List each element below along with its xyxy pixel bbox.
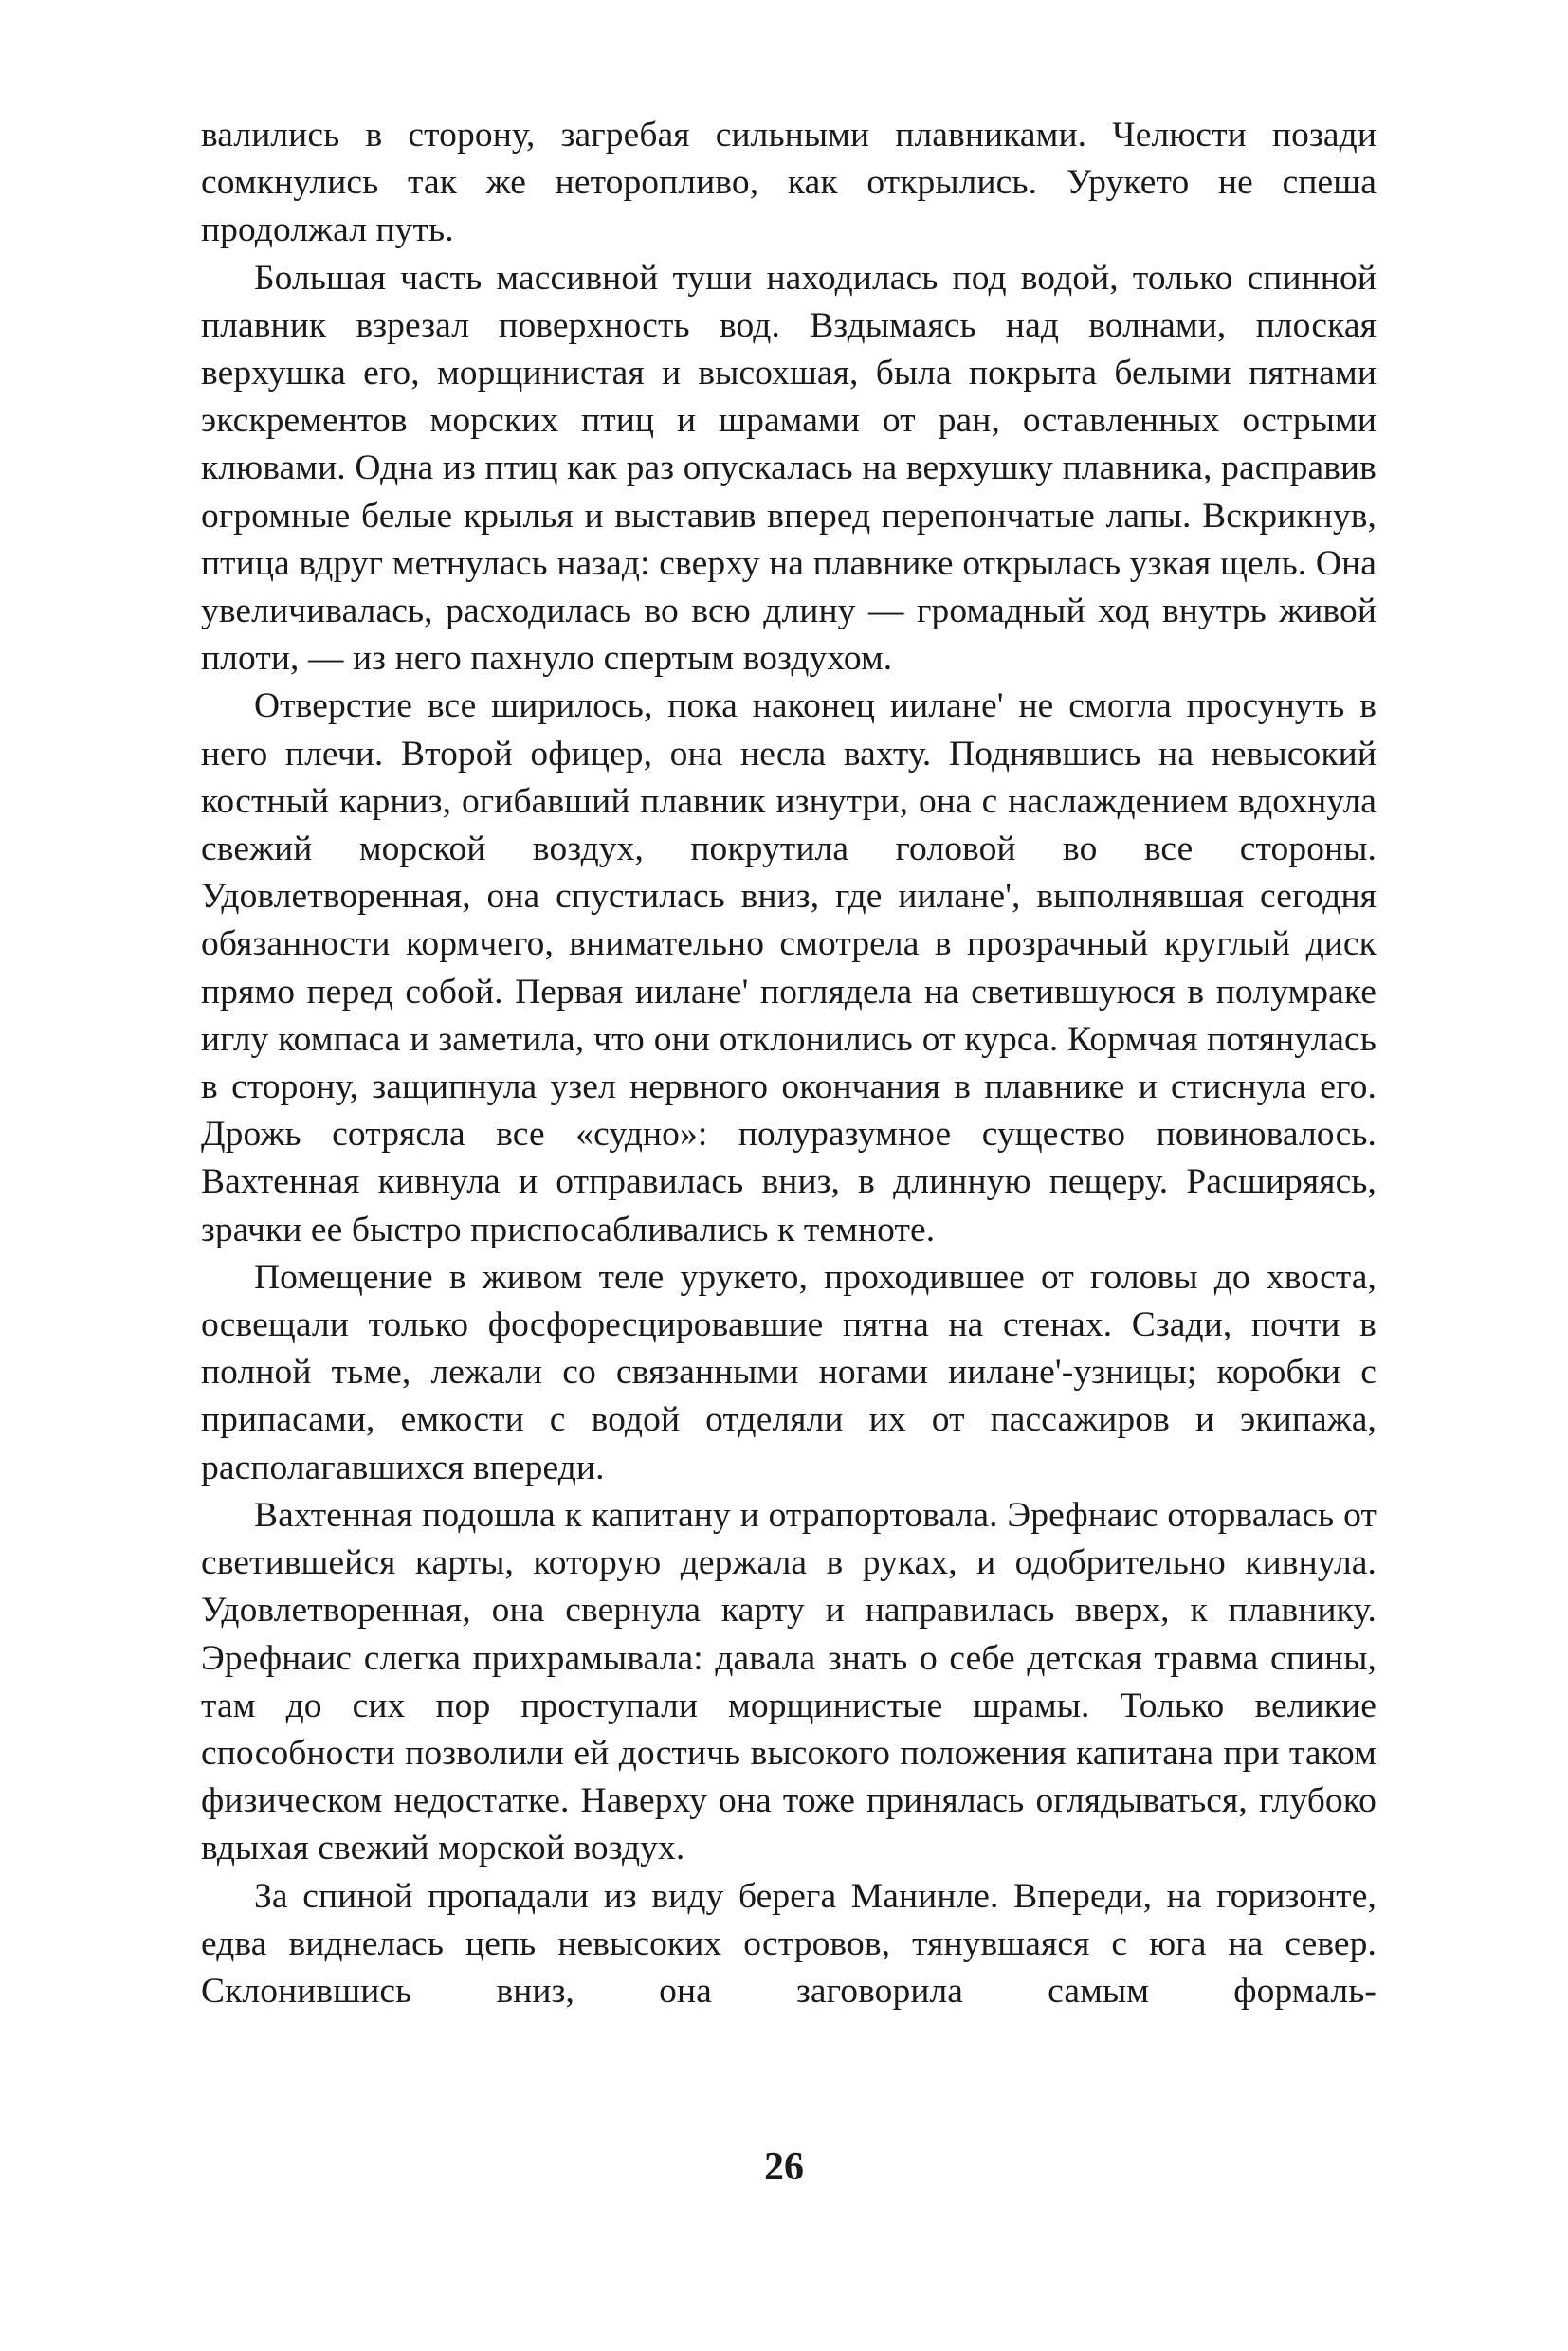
paragraph-1: валились в сторону, загребая сильными плавниками. Челюсти позади сомкнулись так же неторопливо, как открылись. Урукето не спеша продолжал путь. [201, 116, 1377, 250]
paragraph-2: Большая часть массивной туши находилась под водой, только спинной плавник взрезал поверхность вод. Вздымаясь над волнами, плоская верхушка его, морщинистая и высохшая, была покрыта белыми пятнами экскрементов морских птиц и шрамами от ран, оставленных острыми клювами. Одна из птиц как раз опускалась на верхушку плавника, расправив огромные белые крылья и выставив вперед перепончатые лапы. Вскрикнув, птица вдруг метнулась назад: сверху на плавнике открылась узкая щель. Она увеличивалась, расходилась во всю длину — громадный ход внутрь живой плоти, — из него пахнуло спертым воздухом. [201, 258, 1377, 679]
body-text [201, 112, 1377, 2015]
paragraph-5: Вахтенная подошла к капитану и отрапортовала. Эрефнаис оторвалась от светившейся карты, которую держала в руках, и одобрительно кивнула. Удовлетворенная, она свернула карту и направилась вверх, к плавнику. Эрефнаис слегка прихрамывала: давала знать о себе детская травма спины, там до сих пор проступали морщинистые шрамы. Только великие способности позволили ей достичь высокого положения капитана при таком физическом недостатке. Наверху она тоже принялась оглядываться, глубоко вдыхая свежий морской воздух. [201, 1495, 1377, 1868]
paragraph-6: За спиной пропадали из виду берега Манинле. Впереди, на горизонте, едва виднелась цепь невысоких островов, тянувшаяся с юга на север. Склонившись вниз, она заговорила самым формаль- [201, 1876, 1377, 2011]
paragraph-4: Помещение в живом теле урукето, проходившее от головы до хвоста, освещали только фосфоресцировавшие пятна на стенах. Сзади, почти в полной тьме, лежали со связанными ногами иилане'-узницы; коробки с припасами, емкости с водой отделяли их от пассажиров и экипажа, располагавшихся впереди. [201, 1257, 1377, 1487]
page-number: 26 [764, 2145, 804, 2189]
paragraph-3: Отверстие все ширилось, пока наконец иилане' не смогла просунуть в него плечи. Второй офицер, она несла вахту. Поднявшись на невысокий костный карниз, огибавший плавник изнутри, она с наслаждением вдохнула свежий морской воздух, покрутила головой во все стороны. Удовлетворенная, она спустилась вниз, где иилане', выполнявшая сегодня обязанности кормчего, внимательно смотрела в прозрачный круглый диск прямо перед собой. Первая иилане' поглядела на светившуюся в полумраке иглу компаса и заметила, что они отклонились от курса. Кормчая потянулась в сторону, защипнула узел нервного окончания в плавнике и стиснула его. Дрожь сотрясла все «судно»: полуразумное существо повиновалось. Вахтенная кивнула и отправилась вниз, в длинную пещеру. Расширяясь, зрачки ее быстро приспосабливались к темноте. [201, 686, 1377, 1249]
